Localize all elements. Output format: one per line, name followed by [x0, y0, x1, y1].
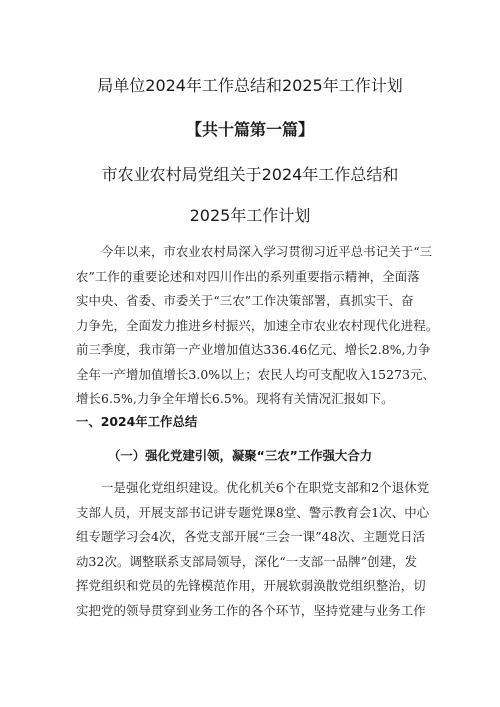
paragraph-line: 动32次。调整联系支部局领导，深化“一支部一品牌”创建，发: [76, 553, 418, 569]
paragraph-line: 支部人员，开展支部书记讲专题党课8堂、警示教育会1次、中心: [76, 504, 430, 520]
paragraph-line: 一是强化党组织建设。优化机关6个在职党支部和2个退休党: [76, 480, 430, 495]
document-part-label: 【共十篇第一篇】: [185, 120, 314, 139]
paragraph-line: 力争先，全面发力推进乡村振兴，加速全市农业农村现代化进程。: [76, 317, 439, 333]
section-paragraph: [76, 476, 429, 623]
subsection-heading: （一）强化党建引领，凝聚“三农”工作强大合力: [108, 448, 373, 463]
paragraph-line: 农”工作的重要论述和对四川作出的系列重要指示精神，全面落: [76, 268, 420, 284]
paragraph-line: 前三季度，我市第一产业增加值达336.46亿元、增长2.8%,力争: [76, 342, 431, 357]
document-title: 局单位2024年工作总结和2025年工作计划: [97, 76, 403, 95]
section-heading: 一、2024年工作总结: [76, 414, 198, 429]
section-title-line-1: 市农业农村局党组关于2024年工作总结和: [101, 165, 399, 184]
paragraph-line: 全年一产增加值增长3.0%以上；农民人均可支配收入15273元、: [76, 366, 436, 382]
paragraph-line: 增长6.5%,力争全年增长6.5%。现将有关情况汇报如下。: [76, 391, 394, 406]
paragraph-line: 挥党组织和党员的先锋模范作用，开展软弱涣散党组织整治，切: [76, 578, 426, 593]
paragraph-line: 实把党的领导贯穿到业务工作的各个环节，坚持党建与业务工作: [76, 602, 426, 618]
paragraph-line: 组专题学习会4次，各党支部开展“三会一课”48次、主题党日活: [76, 529, 426, 544]
paragraph-line: 实中央、省委、市委关于“三农”工作决策部署，真抓实干、奋: [76, 293, 414, 308]
section-title-line-2: 2025年工作计划: [189, 206, 311, 225]
paragraph-line: 今年以来，市农业农村局深入学习贯彻习近平总书记关于“三: [76, 244, 433, 259]
intro-paragraph: [76, 240, 438, 412]
